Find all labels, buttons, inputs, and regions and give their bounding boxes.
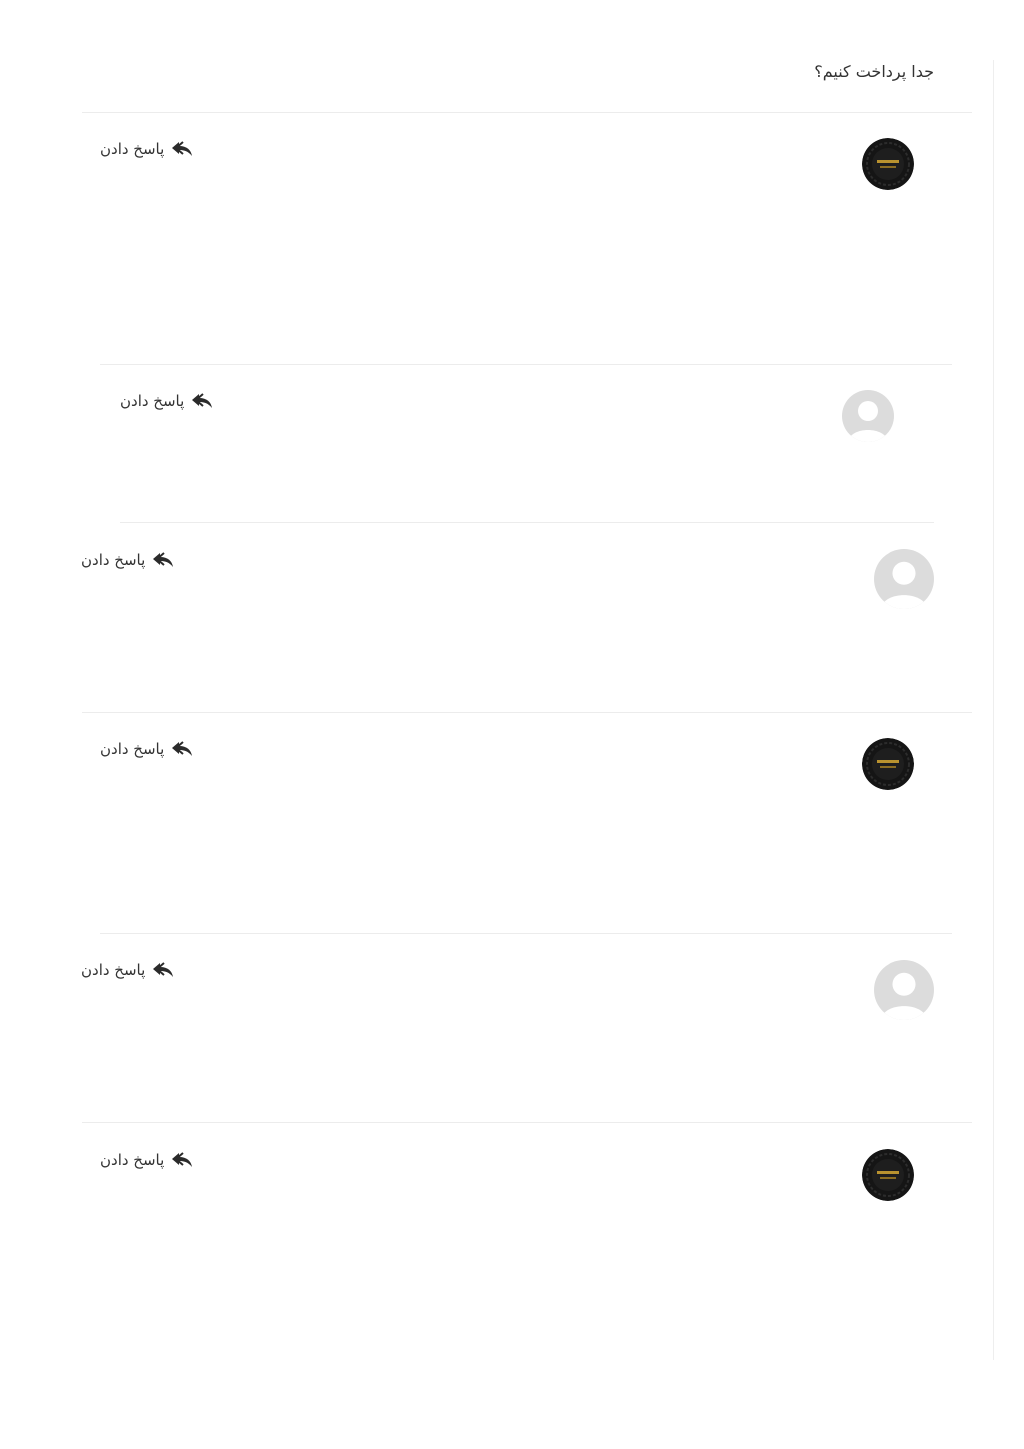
reply-icon [170, 1151, 194, 1169]
divider [82, 112, 972, 113]
reply-icon [170, 740, 194, 758]
divider [82, 1122, 972, 1123]
reply-label: پاسخ دادن [120, 392, 185, 410]
page-edge-line [993, 60, 994, 1360]
reply-icon [190, 392, 214, 410]
reply-button[interactable] [81, 551, 175, 569]
academy-logo-avatar [862, 138, 914, 190]
divider [100, 364, 952, 365]
reply-button[interactable] [100, 740, 194, 758]
reply-label: پاسخ دادن [81, 551, 146, 569]
divider [120, 522, 934, 523]
reply-button[interactable] [81, 961, 175, 979]
user-avatar [842, 390, 894, 442]
previous-comment-text: جدا پرداخت کنیم؟ [814, 62, 934, 81]
reply-button[interactable] [100, 1151, 194, 1169]
reply-button[interactable] [100, 140, 194, 158]
divider [82, 712, 972, 713]
reply-label: پاسخ دادن [100, 140, 165, 158]
divider [100, 933, 952, 934]
reply-label: پاسخ دادن [81, 961, 146, 979]
reply-icon [170, 140, 194, 158]
user-avatar [874, 549, 934, 609]
user-avatar [874, 960, 934, 1020]
reply-icon [151, 551, 175, 569]
reply-icon [151, 961, 175, 979]
reply-button[interactable] [120, 392, 214, 410]
academy-logo-avatar [862, 738, 914, 790]
reply-label: پاسخ دادن [100, 1151, 165, 1169]
reply-label: پاسخ دادن [100, 740, 165, 758]
academy-logo-avatar [862, 1149, 914, 1201]
